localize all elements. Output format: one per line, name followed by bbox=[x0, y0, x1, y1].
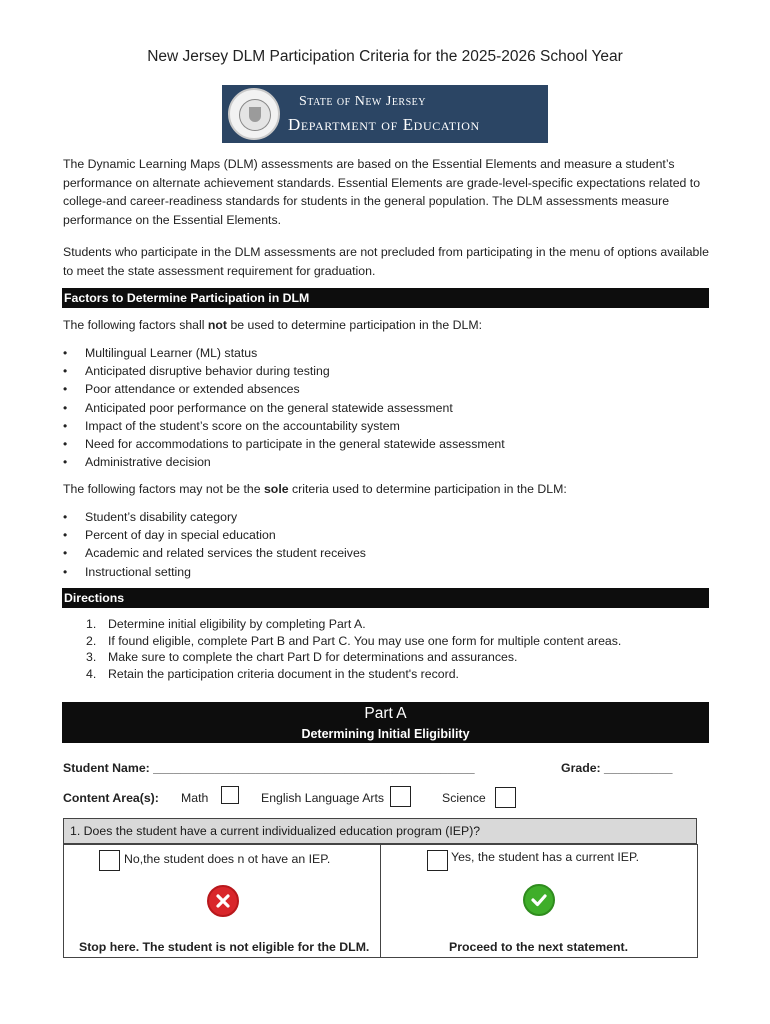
stop-x-icon bbox=[207, 885, 239, 917]
math-checkbox[interactable] bbox=[221, 786, 239, 804]
iep-question: 1. Does the student have a current individualized education program (IEP)? bbox=[63, 818, 697, 844]
list-item: • Multilingual Learner (ML) status bbox=[63, 344, 505, 362]
science-label: Science bbox=[442, 791, 486, 805]
no-iep-label: No,the student does n ot have an IEP. bbox=[124, 852, 331, 866]
yes-iep-checkbox[interactable] bbox=[427, 850, 448, 871]
ela-label: English Language Arts bbox=[261, 791, 385, 805]
list-item: 4. Retain the participation criteria document in the student's record. bbox=[86, 666, 459, 681]
factors-heading: Factors to Determine Participation in DLM bbox=[62, 288, 709, 308]
list-item: • Impact of the student’s score on the accountability system bbox=[63, 417, 505, 435]
list-item: 2. If found eligible, complete Part B and Part C. You may use one form for multiple content areas. bbox=[86, 633, 622, 648]
list-item: • Student’s disability category bbox=[63, 508, 366, 526]
list-item: 3. Make sure to complete the chart Part D for determinations and assurances. bbox=[86, 650, 518, 664]
stop-result-text: Stop here. The student is not eligible for the DLM. bbox=[79, 940, 370, 954]
intro-paragraph-2: Students who participate in the DLM assessments are not precluded from participating in the menu of options available to meet the state assessment requirement for graduation. bbox=[63, 245, 709, 278]
list-item: • Administrative decision bbox=[63, 453, 505, 471]
grade-field[interactable]: Grade: __________ bbox=[561, 761, 673, 775]
list-item: • Academic and related services the student receives bbox=[63, 544, 366, 562]
directions-list bbox=[86, 616, 621, 682]
no-iep-checkbox[interactable] bbox=[99, 850, 120, 871]
proceed-result-text: Proceed to the next statement. bbox=[449, 940, 629, 954]
intro-paragraph-1: The Dynamic Learning Maps (DLM) assessments are based on the Essential Elements and measure a student’s performance on alternate achievement standards. Essential Elements are grade-level-specific expectations related to college-and career-readiness standards for students in the general population. The DLM assessments measure performance on the Essential Elements. bbox=[63, 157, 701, 227]
list-item: • Anticipated disruptive behavior during testing bbox=[63, 362, 505, 380]
list-item: • Percent of day in special education bbox=[63, 526, 366, 544]
part-a-title: Part A bbox=[364, 705, 407, 722]
directions-heading: Directions bbox=[62, 588, 709, 608]
list-item: • Instructional setting bbox=[63, 563, 366, 581]
factors-lead-2: The following factors may not be the sole criteria used to determine participation in the DLM: bbox=[63, 482, 567, 496]
student-name-field[interactable]: Student Name: _______________________________________________ bbox=[63, 761, 475, 775]
state-seal-icon bbox=[228, 88, 280, 140]
part-a-header bbox=[62, 702, 709, 743]
non-sole-factors-list bbox=[63, 508, 366, 581]
proceed-check-icon bbox=[523, 884, 555, 916]
list-item: • Poor attendance or extended absences bbox=[63, 380, 505, 398]
part-a-subtitle: Determining Initial Eligibility bbox=[301, 727, 470, 741]
content-area-label: Content Area(s): bbox=[63, 791, 159, 805]
list-item: 1. Determine initial eligibility by completing Part A. bbox=[86, 617, 366, 631]
page-title: New Jersey DLM Participation Criteria for the 2025-2026 School Year bbox=[147, 48, 623, 65]
yes-iep-label: Yes, the student has a current IEP. bbox=[451, 850, 639, 864]
excluded-factors-list bbox=[63, 344, 505, 471]
ela-checkbox[interactable] bbox=[390, 786, 411, 807]
list-item: • Need for accommodations to participate in the general statewide assessment bbox=[63, 435, 505, 453]
math-label: Math bbox=[181, 791, 209, 805]
logo-line-1: State of New Jersey bbox=[299, 94, 426, 109]
list-item: • Anticipated poor performance on the general statewide assessment bbox=[63, 399, 505, 417]
factors-lead-1: The following factors shall not be used to determine participation in the DLM: bbox=[63, 318, 482, 332]
nj-doe-logo bbox=[222, 85, 548, 143]
science-checkbox[interactable] bbox=[495, 787, 516, 808]
logo-line-2: Department of Education bbox=[288, 115, 480, 134]
